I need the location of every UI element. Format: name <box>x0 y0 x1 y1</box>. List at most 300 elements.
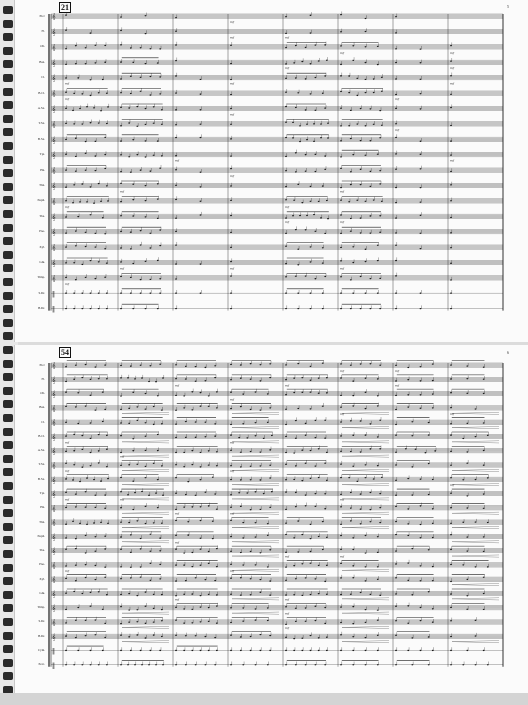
instrument-label: Euph. <box>37 198 45 203</box>
note-head <box>65 187 67 188</box>
note-head <box>81 435 83 436</box>
note-head <box>216 407 218 408</box>
note-head <box>72 521 74 522</box>
note-head <box>466 451 468 452</box>
note-head <box>150 293 152 294</box>
note-head <box>73 450 75 451</box>
note-head <box>360 508 362 509</box>
note-head <box>370 448 372 449</box>
note-head <box>153 424 155 425</box>
note-head <box>200 650 202 651</box>
note-head <box>153 608 155 609</box>
note-head <box>379 137 381 138</box>
note-head <box>140 548 142 549</box>
note-head <box>175 31 177 32</box>
note-head <box>157 183 159 184</box>
note-head <box>365 249 367 250</box>
note-head <box>326 594 328 595</box>
note-head <box>136 621 138 622</box>
note-head <box>411 637 413 638</box>
note-head <box>159 168 161 169</box>
note-head <box>134 378 136 379</box>
note-head <box>175 244 177 245</box>
note-head <box>161 109 163 110</box>
note-head <box>260 465 262 466</box>
note-head <box>102 217 104 218</box>
note-head <box>185 580 187 581</box>
note-head <box>90 308 92 309</box>
note-head <box>295 506 297 507</box>
note-head <box>183 608 185 609</box>
staff <box>51 617 503 630</box>
note-head <box>285 33 287 34</box>
note-head <box>102 609 104 610</box>
note-head <box>65 123 67 124</box>
note-head <box>230 450 232 451</box>
note-head <box>65 549 67 550</box>
note-head <box>145 185 147 186</box>
binding-ring <box>3 577 13 585</box>
note-head <box>120 215 122 216</box>
note-head <box>127 377 129 378</box>
note-head <box>230 138 232 139</box>
note-head <box>98 450 100 451</box>
note-head <box>140 244 142 245</box>
note-head <box>175 231 177 232</box>
note-head <box>145 436 147 437</box>
hairpin <box>232 512 279 514</box>
note-head <box>128 636 130 637</box>
note-head <box>365 622 367 623</box>
note-head <box>240 451 242 452</box>
note-head <box>140 650 142 651</box>
instrument-label: Bsn. <box>39 59 45 64</box>
staff <box>51 431 503 444</box>
note-head <box>466 550 468 551</box>
note-head <box>200 538 202 539</box>
note-head <box>145 506 147 507</box>
note-head <box>242 664 244 665</box>
note-head <box>175 509 177 510</box>
note-head <box>299 141 301 142</box>
note-head <box>379 215 381 216</box>
note-head <box>120 183 122 184</box>
hairpin <box>232 412 279 414</box>
note-head <box>191 506 193 507</box>
note-head <box>315 493 317 494</box>
note-head <box>238 437 240 438</box>
note-head <box>324 169 326 170</box>
note-head <box>120 78 122 79</box>
note-head <box>230 664 232 665</box>
note-head <box>230 247 232 248</box>
note-head <box>295 664 297 665</box>
note-head <box>230 635 232 636</box>
hairpin <box>232 498 279 500</box>
clef-icon: 𝄞 <box>52 75 56 83</box>
note-head <box>395 480 397 481</box>
note-head <box>73 664 75 665</box>
binding-ring <box>3 645 13 653</box>
note-head <box>145 200 147 201</box>
note-head <box>420 308 422 309</box>
note-head <box>141 377 143 378</box>
note-head <box>85 170 87 171</box>
note-head <box>370 308 372 309</box>
note-head <box>185 421 187 422</box>
note-head <box>377 579 379 580</box>
note-head <box>318 201 320 202</box>
note-head <box>297 264 299 265</box>
note-head <box>326 60 328 61</box>
note-head <box>318 536 320 537</box>
note-head <box>100 201 102 202</box>
note-head <box>230 564 232 565</box>
hairpin <box>452 469 499 471</box>
note-head <box>145 156 147 157</box>
note-head <box>104 233 106 234</box>
hairpin <box>342 469 389 471</box>
note-head <box>175 607 177 608</box>
note-head <box>195 421 197 422</box>
note-head <box>395 606 397 607</box>
note-head <box>153 594 155 595</box>
note-head <box>216 650 218 651</box>
note-head <box>230 185 232 186</box>
note-head <box>212 477 214 478</box>
note-head <box>175 137 177 138</box>
note-head <box>310 524 312 525</box>
note-head <box>340 377 342 378</box>
note-head <box>136 634 138 635</box>
note-head <box>462 522 464 523</box>
note-head <box>72 110 74 111</box>
note-head <box>395 635 397 636</box>
note-head <box>246 437 248 438</box>
note-head <box>132 62 134 63</box>
note-head <box>434 450 436 451</box>
note-head <box>104 62 106 63</box>
dynamic-marking: mf <box>450 411 454 416</box>
dynamic-marking: mf <box>285 66 289 71</box>
note-head <box>159 364 161 365</box>
staff <box>51 474 503 487</box>
note-head <box>65 232 67 233</box>
note-head <box>140 91 142 92</box>
note-head <box>157 141 159 142</box>
dynamic-marking: mf <box>340 266 344 271</box>
clef-icon: 𝄞 <box>52 419 56 427</box>
note-head <box>205 579 207 580</box>
hairpin <box>122 526 169 528</box>
note-head <box>185 494 187 495</box>
dynamic-marking: mf <box>285 611 289 616</box>
note-head <box>191 409 193 410</box>
note-head <box>377 436 379 437</box>
clef-icon: 𝄞 <box>52 548 56 556</box>
note-head <box>297 551 299 552</box>
note-head <box>75 506 77 507</box>
note-head <box>90 592 92 593</box>
note-head <box>483 577 485 578</box>
instrument-label: B.Sx. <box>37 136 45 141</box>
note-head <box>340 260 342 261</box>
note-head <box>104 508 106 509</box>
clef-icon: 𝄞 <box>52 448 56 456</box>
hairpin <box>122 469 169 471</box>
note-head <box>95 565 97 566</box>
note-head <box>450 523 452 524</box>
note-head <box>85 246 87 247</box>
note-head <box>293 452 295 453</box>
note-head <box>360 276 362 277</box>
note-head <box>65 436 67 437</box>
note-head <box>85 232 87 233</box>
staff <box>51 389 503 402</box>
note-head <box>183 466 185 467</box>
note-head <box>157 308 159 309</box>
note-head <box>420 215 422 216</box>
note-head <box>159 550 161 551</box>
instrument-label: Glk. <box>39 259 45 264</box>
dynamic-marking: mf <box>175 383 179 388</box>
note-head <box>318 378 320 379</box>
note-head <box>310 186 312 187</box>
note-head <box>157 479 159 480</box>
note-head <box>360 184 362 185</box>
note-head <box>269 507 271 508</box>
note-head <box>208 406 210 407</box>
hairpin <box>452 441 499 443</box>
note-head <box>255 619 257 620</box>
staff <box>51 460 503 473</box>
hairpin <box>342 598 389 600</box>
note-head <box>379 507 381 508</box>
instrument-label: Glk. <box>39 590 45 595</box>
note-head <box>175 595 177 596</box>
staff <box>51 27 503 39</box>
binding-ring <box>3 183 13 191</box>
dynamic-marking: mf <box>395 383 399 388</box>
note-head <box>155 381 157 382</box>
dynamic-marking: mf <box>395 369 399 373</box>
note-head <box>250 509 252 510</box>
note-head <box>293 638 295 639</box>
note-head <box>450 378 452 379</box>
binding-ring <box>3 319 13 327</box>
note-head <box>377 153 379 154</box>
note-head <box>356 123 358 124</box>
note-head <box>483 465 485 466</box>
note-head <box>250 409 252 410</box>
note-head <box>301 534 303 535</box>
note-head <box>230 275 232 276</box>
note-head <box>128 423 130 424</box>
note-head <box>297 92 299 93</box>
note-head <box>324 155 326 156</box>
hairpin <box>232 441 279 443</box>
note-head <box>255 522 257 523</box>
note-head <box>327 218 329 219</box>
note-head <box>255 608 257 609</box>
note-head <box>104 623 106 624</box>
note-head <box>159 278 161 279</box>
note-head <box>420 524 422 525</box>
note-head <box>340 577 342 578</box>
note-head <box>450 247 452 248</box>
note-head <box>240 636 242 637</box>
note-head <box>120 566 122 567</box>
note-head <box>285 170 287 171</box>
note-head <box>318 593 320 594</box>
hairpin <box>342 441 389 443</box>
note-head <box>127 494 129 495</box>
note-head <box>450 423 452 424</box>
note-head <box>81 593 83 594</box>
note-head <box>356 200 358 201</box>
note-head <box>360 363 362 364</box>
staff <box>51 11 503 24</box>
clef-icon: ‖ <box>52 648 55 656</box>
note-head <box>153 154 155 155</box>
note-head <box>428 422 430 423</box>
dynamic-marking: mf <box>285 35 289 40</box>
note-head <box>230 479 232 480</box>
note-head <box>81 93 83 94</box>
note-head <box>407 605 409 606</box>
note-head <box>200 565 202 566</box>
note-head <box>65 170 67 171</box>
dynamic-marking: mf <box>65 468 69 473</box>
note-head <box>377 64 379 65</box>
note-head <box>340 406 342 407</box>
note-head <box>175 581 177 582</box>
note-head <box>407 580 409 581</box>
note-head <box>360 523 362 524</box>
note-head <box>95 550 97 551</box>
note-head <box>322 405 324 406</box>
clef-icon: 𝄞 <box>52 590 56 598</box>
note-head <box>370 521 372 522</box>
binding-ring <box>3 672 13 680</box>
note-head <box>315 506 317 507</box>
note-head <box>395 395 397 396</box>
note-head <box>145 108 147 109</box>
note-head <box>318 565 320 566</box>
note-head <box>285 186 287 187</box>
binding-ring <box>3 210 13 218</box>
note-head <box>185 379 187 380</box>
note-head <box>205 367 207 368</box>
binding-ring <box>3 455 13 463</box>
note-head <box>90 438 92 439</box>
note-head <box>305 47 307 48</box>
note-head <box>187 481 189 482</box>
note-head <box>420 505 422 506</box>
note-head <box>120 650 122 651</box>
note-head <box>75 45 77 46</box>
note-head <box>85 506 87 507</box>
note-head <box>260 634 262 635</box>
note-head <box>240 552 242 553</box>
note-head <box>130 93 132 94</box>
dynamic-marking: mf <box>230 397 234 402</box>
dynamic-marking: mf <box>450 158 454 163</box>
note-head <box>420 366 422 367</box>
binding-ring <box>3 468 13 476</box>
instrument-label: T.Sx. <box>38 462 45 467</box>
staff <box>51 257 503 270</box>
dynamic-marking: mf <box>340 220 344 225</box>
binding-ring <box>3 428 13 436</box>
clef-icon: 𝄞 <box>52 433 56 441</box>
note-head <box>65 308 67 309</box>
binding-ring <box>3 278 13 286</box>
note-head <box>360 218 362 219</box>
note-head <box>159 293 161 294</box>
note-head <box>65 30 67 31</box>
note-head <box>301 480 303 481</box>
note-head <box>65 139 67 140</box>
note-head <box>350 594 352 595</box>
clef-icon: 𝄞 <box>52 244 56 252</box>
note-head <box>230 424 232 425</box>
note-head <box>432 393 434 394</box>
note-head <box>373 124 375 125</box>
note-head <box>120 377 122 378</box>
note-head <box>263 493 265 494</box>
note-head <box>381 201 383 202</box>
hairpin <box>122 441 169 443</box>
note-head <box>106 123 108 124</box>
note-head <box>104 536 106 537</box>
binding-ring <box>3 20 13 28</box>
note-head <box>352 537 354 538</box>
note-head <box>102 650 104 651</box>
note-head <box>305 621 307 622</box>
note-head <box>269 477 271 478</box>
note-head <box>301 595 303 596</box>
note-head <box>483 493 485 494</box>
note-head <box>153 122 155 123</box>
note-head <box>195 577 197 578</box>
note-head <box>90 122 92 123</box>
note-head <box>128 609 130 610</box>
note-head <box>381 477 383 478</box>
note-head <box>356 95 358 96</box>
note-head <box>365 79 367 80</box>
note-head <box>360 232 362 233</box>
note-head <box>214 436 216 437</box>
note-head <box>183 552 185 553</box>
note-head <box>310 32 312 33</box>
note-head <box>297 363 299 364</box>
note-head <box>407 508 409 509</box>
note-head <box>208 594 210 595</box>
note-head <box>432 608 434 609</box>
note-head <box>216 509 218 510</box>
note-head <box>216 605 218 606</box>
note-head <box>120 549 122 550</box>
binding-ring <box>3 115 13 123</box>
note-head <box>208 505 210 506</box>
staff <box>51 180 503 193</box>
note-head <box>120 452 122 453</box>
instrument-label: Pno. <box>39 562 45 567</box>
note-head <box>200 137 202 138</box>
note-head <box>315 231 317 232</box>
note-head <box>395 108 397 109</box>
